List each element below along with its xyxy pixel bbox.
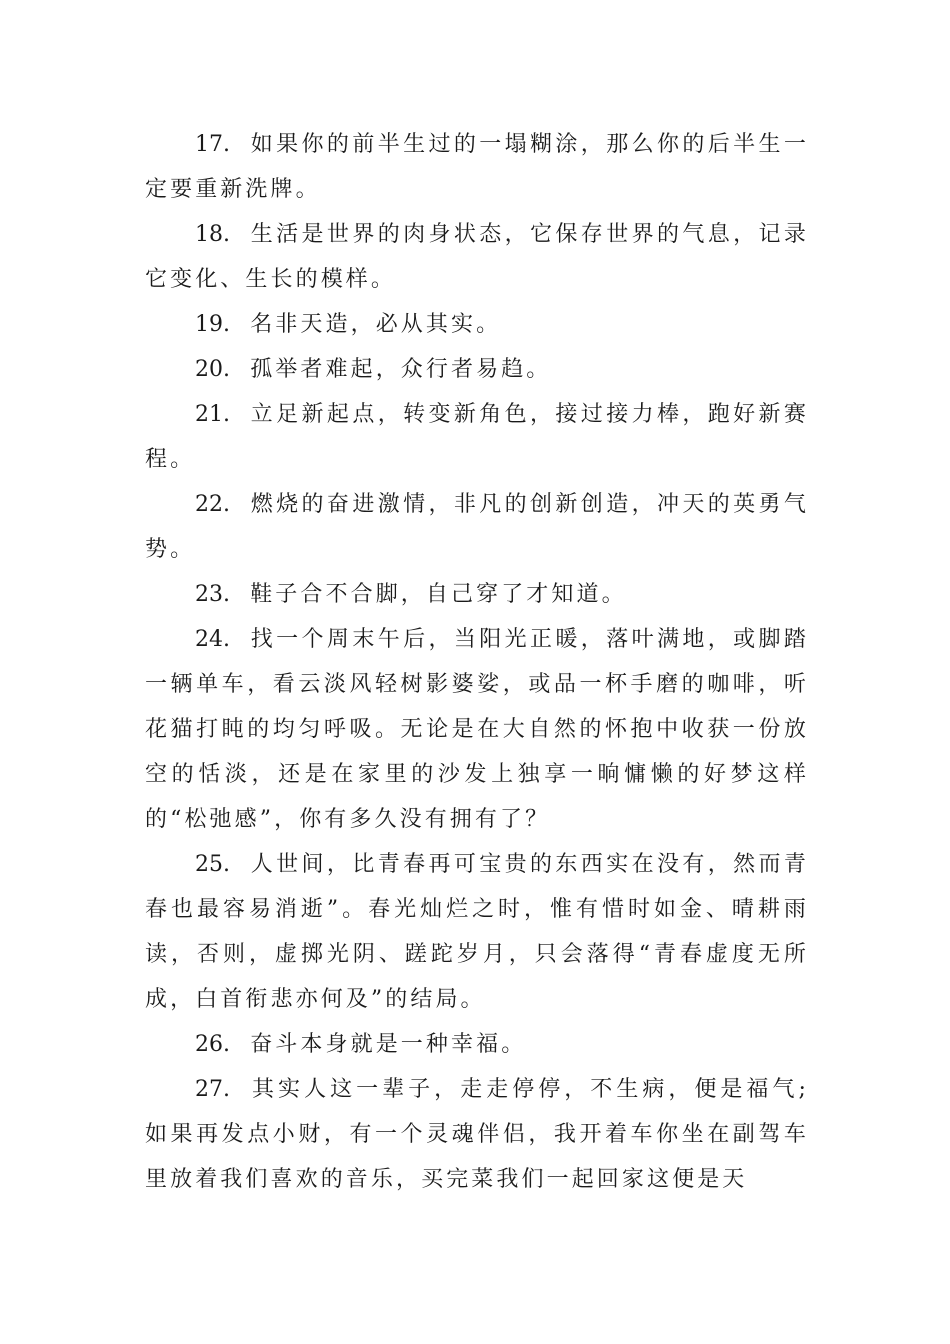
paragraph-text: 名非天造，必从其实。 bbox=[250, 312, 502, 337]
paragraph-number: 25. bbox=[195, 852, 230, 877]
paragraph-number: 18. bbox=[195, 222, 230, 247]
paragraph-27 bbox=[145, 1067, 809, 1202]
paragraph-number: 27. bbox=[195, 1077, 230, 1102]
paragraph-text: 找一个周末午后，当阳光正暖，落叶满地，或脚踏一辆单车，看云淡风轻树影婆娑，或品一杯手磨的咖啡，听花猫打盹的均匀呼吸。无论是在大自然的怀抱中收获一份放空的恬淡，还是在家里的沙发上独享一晌慵懒的好梦这样的“松弛感”，你有多久没有拥有了？ bbox=[145, 627, 810, 832]
paragraph-text: 其实人这一辈子，走走停停，不生病，便是福气;如果再发点小财，有一个灵魂伴侣，我开着车你坐在副驾车里放着我们喜欢的音乐，买完菜我们一起回家这便是天 bbox=[145, 1077, 809, 1192]
paragraph-25 bbox=[145, 842, 809, 1022]
paragraph-number: 22. bbox=[195, 492, 230, 517]
paragraph-21 bbox=[145, 392, 809, 482]
paragraph-text: 燃烧的奋进激情，非凡的创新创造，冲天的英勇气势。 bbox=[145, 492, 810, 562]
document-page bbox=[145, 122, 809, 1202]
paragraph-23 bbox=[145, 572, 809, 617]
paragraph-text: 奋斗本身就是一种幸福。 bbox=[250, 1032, 527, 1057]
paragraph-number: 20. bbox=[195, 357, 230, 382]
paragraph-number: 21. bbox=[195, 402, 230, 427]
paragraph-number: 19. bbox=[195, 312, 230, 337]
paragraph-24 bbox=[145, 617, 809, 842]
paragraph-text: 生活是世界的肉身状态，它保存世界的气息，记录它变化、生长的模样。 bbox=[145, 222, 810, 292]
paragraph-22 bbox=[145, 482, 809, 572]
paragraph-26 bbox=[145, 1022, 809, 1067]
paragraph-text: 鞋子合不合脚，自己穿了才知道。 bbox=[250, 582, 627, 607]
paragraph-number: 23. bbox=[195, 582, 230, 607]
paragraph-text: 人世间，比青春再可宝贵的东西实在没有，然而青春也最容易消逝”。春光灿烂之时，惟有惜时如金、晴耕雨读，否则，虚掷光阴、蹉跎岁月，只会落得“青春虚度无所成，白首衔悲亦何及”的结局。 bbox=[145, 852, 810, 1012]
paragraph-18 bbox=[145, 212, 809, 302]
paragraph-text: 如果你的前半生过的一塌糊涂，那么你的后半生一定要重新洗牌。 bbox=[145, 132, 810, 202]
paragraph-text: 孤举者难起，众行者易趋。 bbox=[250, 357, 552, 382]
paragraph-number: 17. bbox=[195, 132, 230, 157]
paragraph-number: 24. bbox=[195, 627, 230, 652]
paragraph-20 bbox=[145, 347, 809, 392]
paragraph-17 bbox=[145, 122, 809, 212]
paragraph-text: 立足新起点，转变新角色，接过接力棒，跑好新赛程。 bbox=[145, 402, 810, 472]
paragraph-number: 26. bbox=[195, 1032, 230, 1057]
paragraph-19 bbox=[145, 302, 809, 347]
